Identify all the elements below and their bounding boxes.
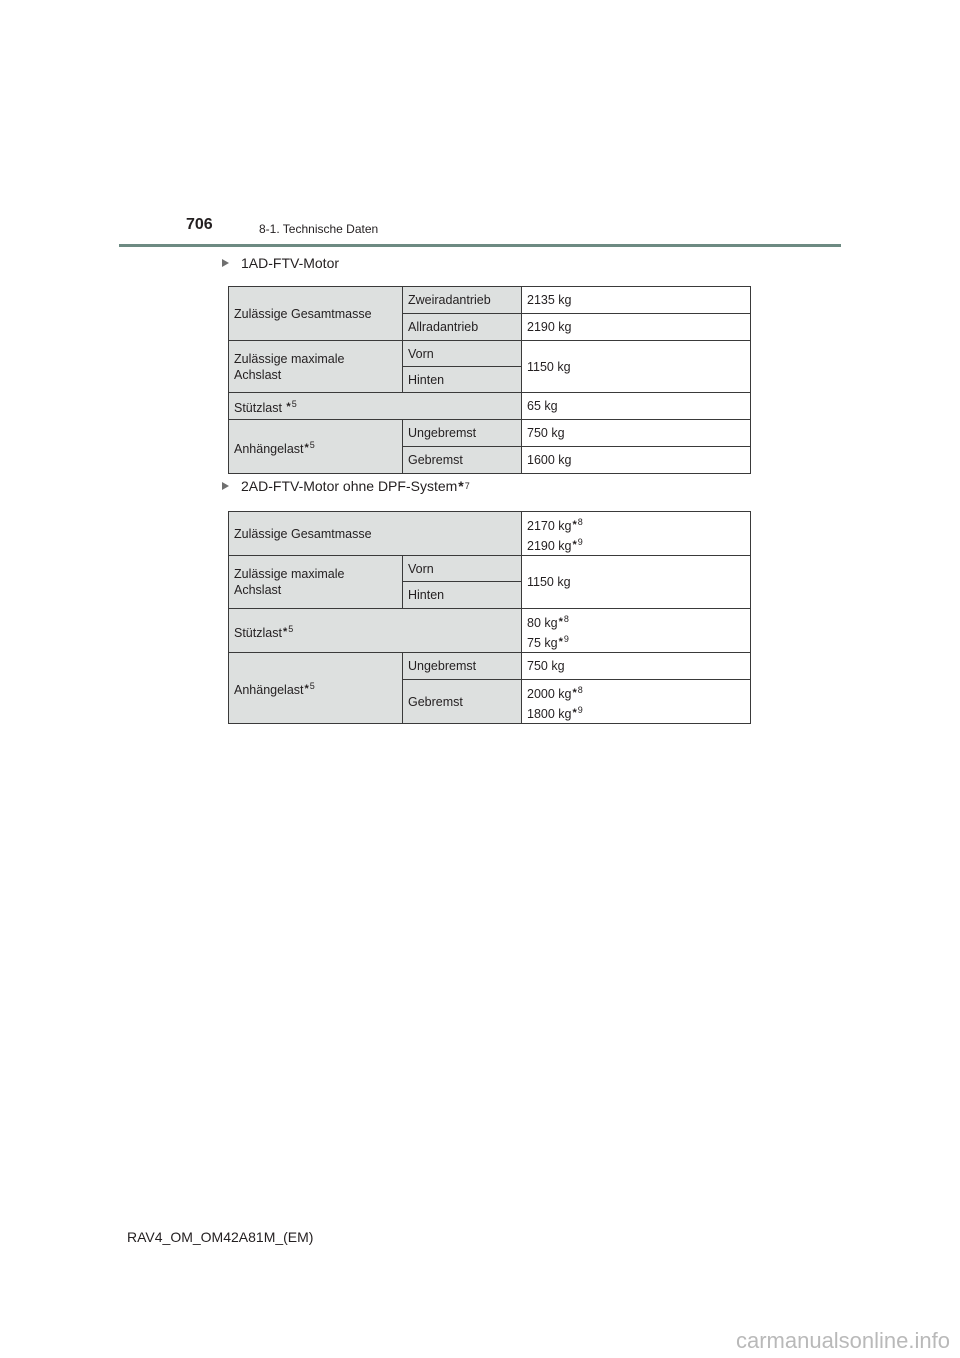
table2-ungebremst-label: Ungebremst: [403, 653, 522, 680]
table2-gebremst-note1: 8: [577, 684, 583, 695]
table1-anhaenge-text: Anhängelast: [234, 441, 304, 456]
footnote-marker-icon: *: [286, 401, 291, 413]
table1-stuetzlast-value: 65 kg: [522, 393, 751, 420]
table1-heading-text: 1AD-FTV-Motor: [241, 255, 340, 271]
footnote-marker-icon: *: [558, 615, 563, 628]
table1-achslast-line1: Zulässige maximale: [234, 351, 345, 366]
table2-anhaenge-label: [229, 653, 403, 724]
footnote-marker-icon: *: [458, 478, 464, 494]
table1-ungebremst-value: 750 kg: [522, 420, 751, 447]
table1-vorn-label: Vorn: [403, 341, 522, 367]
table1-allrad-label: Allradantrieb: [403, 314, 522, 341]
table2-vorn-label: Vorn: [403, 556, 522, 582]
table2-gebremst-note2: 9: [577, 704, 583, 715]
table2-stuetzlast-value2: 75 kg: [527, 635, 558, 650]
table-row: [229, 341, 751, 367]
table1-heading: [222, 255, 339, 271]
table2-gesamtmasse-value: [522, 512, 751, 556]
table1-anhaenge-note: 5: [309, 439, 315, 450]
table-row: [229, 512, 751, 556]
table1-stuetzlast-label: [229, 393, 522, 420]
table2-achslast-label: [229, 556, 403, 609]
table1-gebremst-label: Gebremst: [403, 447, 522, 474]
footnote-marker-icon: *: [558, 635, 563, 648]
table1-stuetzlast-text: Stützlast: [234, 401, 282, 415]
table-row: [229, 556, 751, 582]
table2-stuetzlast-text: Stützlast: [234, 625, 282, 640]
table-row: [229, 420, 751, 447]
table2-gebremst-value1: 2000 kg: [527, 686, 572, 701]
table2-hinten-label: Hinten: [403, 582, 522, 609]
table1-gesamtmasse-label: Zulässige Gesamtmasse: [229, 287, 403, 341]
table2-anhaenge-note: 5: [309, 681, 315, 691]
table1-zweirad-label: Zweiradantrieb: [403, 287, 522, 314]
table2-anhaenge-text: Anhängelast: [234, 683, 304, 697]
table2-achslast-line2: Achslast: [234, 583, 282, 597]
header-divider: [119, 244, 841, 247]
document-code: RAV4_OM_OM42A81M_(EM): [127, 1229, 314, 1245]
table2-ungebremst-value: 750 kg: [522, 653, 751, 680]
table2-heading-text: 2AD-FTV-Motor ohne DPF-System: [241, 478, 458, 494]
table2-gesamtmasse-value1: 2170 kg: [527, 518, 572, 533]
table2-gebremst-value2: 1800 kg: [527, 706, 572, 721]
footnote-marker-icon: *: [572, 686, 577, 699]
triangle-bullet-icon: [222, 482, 229, 490]
table1-zweirad-value: 2135 kg: [522, 287, 751, 314]
table-row: [229, 653, 751, 680]
section-title: 8-1. Technische Daten: [259, 222, 379, 236]
table2-gebremst-label: Gebremst: [403, 680, 522, 724]
table2-gesamtmasse-note2: 9: [577, 536, 583, 547]
table-row: [229, 393, 751, 420]
footnote-marker-icon: *: [572, 706, 577, 719]
footnote-marker-icon: *: [304, 683, 309, 695]
table2-stuetzlast-label: [229, 609, 522, 653]
table2-gesamtmasse-value2: 2190 kg: [527, 538, 572, 553]
table2-spec-table: [228, 511, 751, 724]
table2-stuetzlast-value1: 80 kg: [527, 615, 558, 630]
page-number: 706: [186, 216, 213, 233]
triangle-bullet-icon: [222, 259, 229, 267]
table2-heading-note: 7: [464, 481, 470, 491]
watermark: carmanualsonline.info: [735, 1328, 950, 1353]
table1-gebremst-value: 1600 kg: [522, 447, 751, 474]
table2-gesamtmasse-note1: 8: [577, 516, 583, 527]
table1-hinten-label: Hinten: [403, 367, 522, 393]
table2-achslast-line1: Zulässige maximale: [234, 567, 345, 581]
table2-achslast-value: 1150 kg: [522, 556, 751, 609]
footnote-marker-icon: *: [572, 538, 577, 551]
table1-achslast-value: 1150 kg: [522, 341, 751, 393]
table2-heading: [222, 478, 470, 494]
table1-achslast-line2: Achslast: [234, 367, 282, 382]
table2-stuetzlast-note1: 8: [563, 613, 569, 624]
table1-anhaenge-label: [229, 420, 403, 474]
footnote-marker-icon: *: [572, 518, 577, 531]
table-row: [229, 609, 751, 653]
table2-stuetzlast-note: 5: [288, 623, 294, 634]
table1-spec-table: [228, 286, 751, 474]
table2-stuetzlast-note2: 9: [563, 633, 569, 644]
table-row: [229, 287, 751, 314]
table1-ungebremst-label: Ungebremst: [403, 420, 522, 447]
table1-allrad-value: 2190 kg: [522, 314, 751, 341]
table1-stuetzlast-note: 5: [291, 399, 297, 409]
table2-gebremst-value: [522, 680, 751, 724]
footnote-marker-icon: *: [304, 441, 309, 454]
table2-gesamtmasse-label: Zulässige Gesamtmasse: [229, 512, 522, 556]
table1-achslast-label: [229, 341, 403, 393]
footnote-marker-icon: *: [282, 625, 288, 638]
table2-stuetzlast-value: [522, 609, 751, 653]
